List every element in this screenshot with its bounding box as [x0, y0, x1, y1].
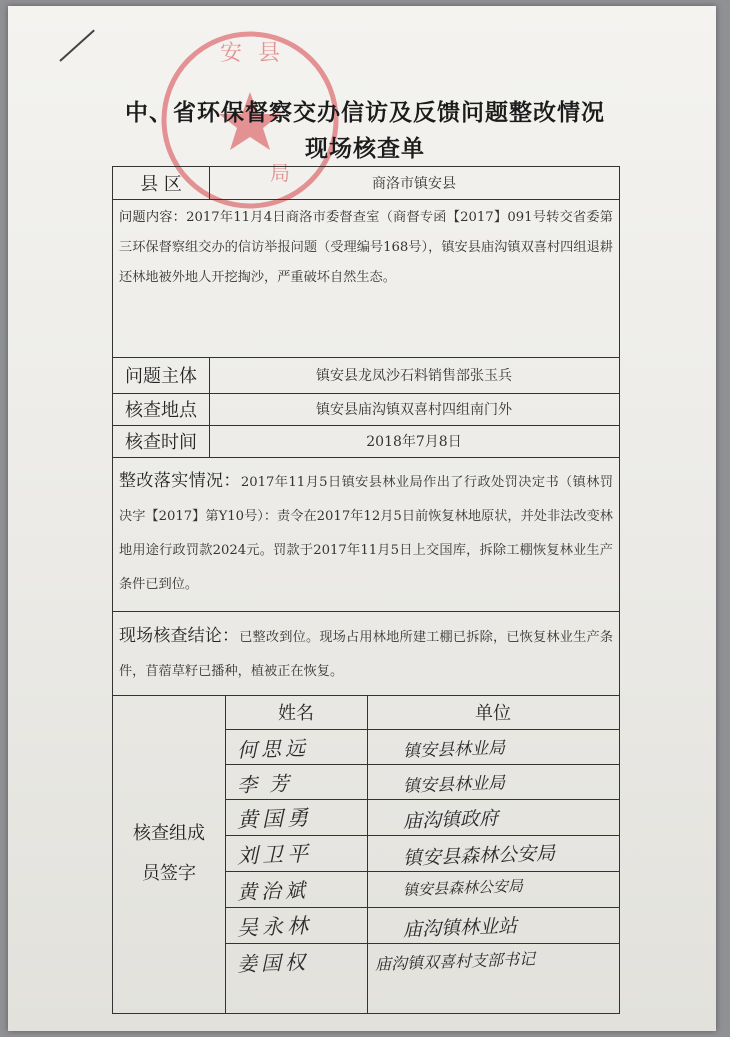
conclusion-text: 已整改到位。现场占用林地所建工棚已拆除，已恢复林业生产条件，苜蓿草籽已播种，植被正在恢复。	[119, 630, 614, 679]
team-label-line2: 员签字	[142, 863, 196, 884]
subject-value: 镇安县龙凤沙石料销售部张玉兵	[316, 368, 512, 384]
signature-unit: 庙沟镇政府	[402, 807, 499, 833]
county-label: 县 区	[140, 174, 182, 195]
signature-name: 刘卫平	[236, 841, 313, 869]
signature-unit: 镇安县林业局	[402, 738, 506, 762]
time-label: 核查时间	[125, 432, 197, 453]
seal-character: 安	[220, 41, 243, 66]
team-label-line1: 核查组成	[133, 823, 205, 844]
signature-row-divider	[225, 799, 619, 800]
name-column-header: 姓名	[278, 703, 314, 724]
document-title: 中、省环保督察交办信访及反馈问题整改情况	[125, 99, 605, 126]
conclusion-content	[119, 619, 613, 689]
signature-unit: 镇安县森林公安局	[402, 842, 556, 870]
signature-row-divider	[225, 764, 619, 765]
location-value: 镇安县庙沟镇双喜村四组南门外	[316, 402, 512, 418]
location-label: 核查地点	[125, 400, 197, 421]
row-divider	[113, 457, 619, 458]
conclusion-label: 现场核查结论：	[119, 626, 240, 646]
signature-row-divider	[225, 729, 619, 730]
rectification-text: 2017年11月5日镇安县林业局作出了行政处罚决定书（镇林罚决字【2017】第Y10号）：责令在2017年12月5日前恢复林地原状，并处非法改变林地用途行政罚款2024元。罚款于2017年11月5日上交国库，拆除工棚恢复林业生产条件已到位。	[119, 475, 614, 592]
seal-character: 县	[258, 41, 281, 66]
signature-name: 李芳	[236, 770, 302, 798]
subject-label: 问题主体	[125, 366, 197, 387]
column-divider	[225, 695, 226, 1013]
seal-character: 局	[270, 161, 290, 185]
signature-row-divider	[225, 835, 619, 836]
signature-name: 黄治斌	[236, 877, 310, 905]
county-value: 商洛市镇安县	[372, 176, 456, 192]
signature-row-divider	[225, 871, 619, 872]
signature-name: 吴永林	[236, 913, 313, 941]
issue-label: 问题内容：	[119, 210, 187, 225]
signature-row-divider	[225, 907, 619, 908]
signature-unit: 庙沟镇双喜村支部书记	[374, 949, 536, 974]
row-divider	[113, 199, 619, 200]
inspection-form-table	[112, 166, 620, 1014]
time-value: 2018年7月8日	[366, 434, 462, 450]
rectification-content	[119, 464, 613, 602]
issue-content	[119, 203, 613, 293]
unit-column-header: 单位	[475, 703, 511, 724]
signature-name: 黄国勇	[236, 805, 313, 833]
document-subtitle: 现场核查单	[305, 135, 425, 162]
rectification-label: 整改落实情况：	[119, 471, 241, 491]
issue-text: 2017年11月4日商洛市委督查室（商督专函【2017】091号转交省委第三环保督察组交办的信访举报问题（受理编号168号），镇安县庙沟镇双喜村四组退耕还林地被外地人开挖掏沙，严重破坏自然生态。	[119, 210, 613, 285]
signature-row-divider	[225, 943, 619, 944]
signature-name: 姜国权	[236, 949, 310, 977]
signature-name: 何思远	[236, 735, 310, 763]
signature-unit: 镇安县森林公安局	[402, 876, 524, 900]
column-divider	[367, 695, 368, 1013]
signature-unit: 镇安县林业局	[402, 773, 506, 797]
team-signature-label	[113, 695, 225, 1013]
signature-unit: 庙沟镇林业站	[402, 915, 518, 941]
row-divider	[113, 611, 619, 612]
